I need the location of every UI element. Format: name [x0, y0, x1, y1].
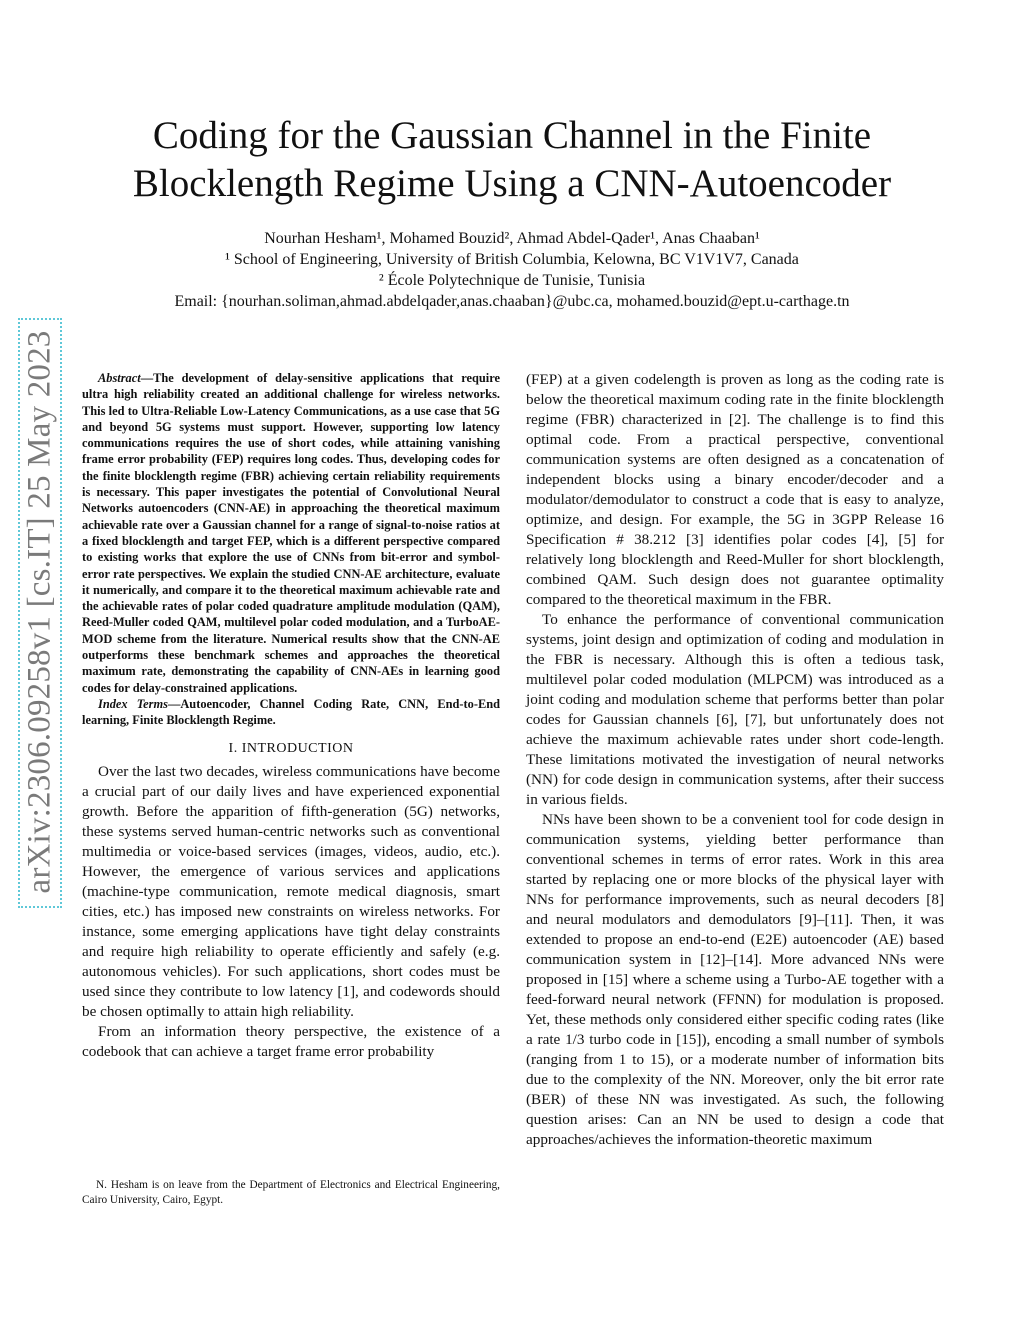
- right-paragraph-2: To enhance the performance of conventional communication systems, joint design and optimization of coding and modulation in the FBR is necessary. Although this is often a tedious task, multilevel polar coded modulation (MLPCM) was introduced as a joint coding and modulation scheme that performs better than polar codes for Gaussian channels [6], [7], but unfortunately does not achieve the maximum achievable rates under short code-length. These limitations motivated the investigation of neural networks (NN) for code design in communication systems, after their success in various fields.: [526, 611, 944, 808]
- left-column: [82, 370, 500, 1062]
- index-terms-text: —Autoencoder, Channel Coding Rate, CNN, End-to-End learning, Finite Blocklength Regime.: [82, 696, 500, 728]
- title-line-1: Coding for the Gaussian Channel in the Finite: [152, 114, 872, 157]
- index-terms-label: Index Terms: [98, 696, 168, 711]
- intro-paragraph-2: From an information theory perspective, the existence of a codebook that can achieve a target frame error probability: [82, 1022, 500, 1060]
- title-line-2: Blocklength Regime Using a CNN-Autoencoder: [132, 162, 892, 205]
- section-heading: I. INTRODUCTION: [228, 740, 354, 756]
- index-terms: [82, 696, 500, 729]
- email-line: Email: {nourhan.soliman,ahmad.abdelqader,anas.chaaban}@ubc.ca, mohamed.bouzid@ept.u-carthage.tn: [174, 293, 850, 310]
- paper-title: [80, 112, 944, 208]
- author-block: [80, 228, 944, 312]
- abstract-label: Abstract: [98, 371, 141, 385]
- intro-paragraph-1: Over the last two decades, wireless communications have become a crucial part of our daily lives and have experienced exponential growth. Before the apparition of fifth-generation (5G) networks, these systems served human-centric networks such as conventional multimedia or voice-based services (images, videos, audio, etc.). However, the emergence of various services and applications (machine-type communication, remote medical diagnosis, smart cities, etc.) has imposed new constraints on wireless networks. For instance, some emerging applications have tight delay constraints and require high reliability to operate efficiently and safely (e.g. autonomous vehicles). For such applications, short codes must be used since they contribute to low latency [1], and codewords should be chosen optimally to attain high reliability.: [82, 762, 500, 1020]
- footnote: N. Hesham is on leave from the Department of Electronics and Electrical Engineering, Cairo University, Cairo, Egypt.: [82, 1179, 500, 1206]
- arxiv-id: arXiv:2306.09258v1 [cs.IT] 25 May 2023: [21, 330, 58, 894]
- right-paragraph-1: (FEP) at a given codelength is proven as long as the coding rate is below the theoretical maximum coding rate in the finite blocklength regime (FBR) characterized in [2]. The challenge is to find this optimal code. From a practical perspective, conventional communication systems are often designed as a concatenation of independent blocks using a binary encoder/decoder and a modulator/demodulator to construct a code that is easy to analyze, optimize, and design. For example, the 5G in 3GPP Release 16 Specification # 38.212 [3] identifies polar codes [4], [5] for relatively long blocklength and Reed-Muller for short blocklength, combined QAM. Such design does not guarantee optimality compared to the theoretical maximum in the FBR.: [526, 371, 944, 608]
- abstract-text: —The development of delay-sensitive applications that require ultra high reliability created an additional challenge for wireless networks. This led to Ultra-Reliable Low-Latency Communications, as a use case that 5G and beyond 5G systems must support. However, supporting low latency communications requires the use of short codes, while attaining vanishing frame error probability (FEP) requires long codes. Thus, developing codes for the finite blocklength regime (FBR) achieving certain reliability requirements is necessary. This paper investigates the potential of Convolutional Neural Networks autoencoders (CNN-AE) in approaching the theoretical maximum achievable rate over a Gaussian channel for a range of signal-to-noise ratios at a fixed blocklength and target FEP, which is a different perspective compared to existing works that explore the use of CNNs from bit-error and symbol-error rate perspectives. We explain the studied CNN-AE architecture, evaluate it numerically, and compare it to the theoretical maximum achievable rate and the achievable rates of polar coded quadrature amplitude modulation (QAM), Reed-Muller coded QAM, multilevel polar coded modulation, and a TurboAE-MOD scheme from the literature. Numerical results show that the CNN-AE outperforms these benchmark schemes and approaches the theoretical maximum rate, demonstrating the capability of CNN-AEs in learning good codes for delay-constrained applications.: [82, 371, 500, 695]
- author-names: Nourhan Hesham¹, Mohamed Bouzid², Ahmad Abdel-Qader¹, Anas Chaaban¹: [264, 230, 760, 247]
- affiliation-2: ² École Polytechnique de Tunisie, Tunisia: [378, 272, 646, 289]
- affiliation-1: ¹ School of Engineering, University of British Columbia, Kelowna, BC V1V1V7, Canada: [225, 251, 799, 268]
- right-paragraph-3: NNs have been shown to be a convenient tool for code design in communication systems, yielding better performance than conventional schemes in terms of error rates. Work in this area started by replacing one or more blocks of the physical layer with NNs for performance improvements, such as neural decoders [8] and neural modulators and demodulators [9]–[11]. Then, it was extended to propose an end-to-end (E2E) autoencoder (AE) based communication system in [12]–[14]. More advanced NNs were proposed in [15] where a scheme using a Turbo-AE together with a feed-forward neural network (FFNN) for modulation is proposed. Yet, these methods only considered either specific coding rates (like a rate 1/3 turbo code in [15]), encoding a small number of symbols (ranging from 1 to 15), or a moderate number of information bits due to the complexity of the NN. Moreover, only the bit error rate (BER) of these NN was investigated. As such, the following question arises: Can an NN be used to design a code that approaches/achieves the information-theoretic maximum: [526, 811, 944, 1148]
- right-column: [526, 370, 944, 1150]
- abstract: [82, 370, 500, 696]
